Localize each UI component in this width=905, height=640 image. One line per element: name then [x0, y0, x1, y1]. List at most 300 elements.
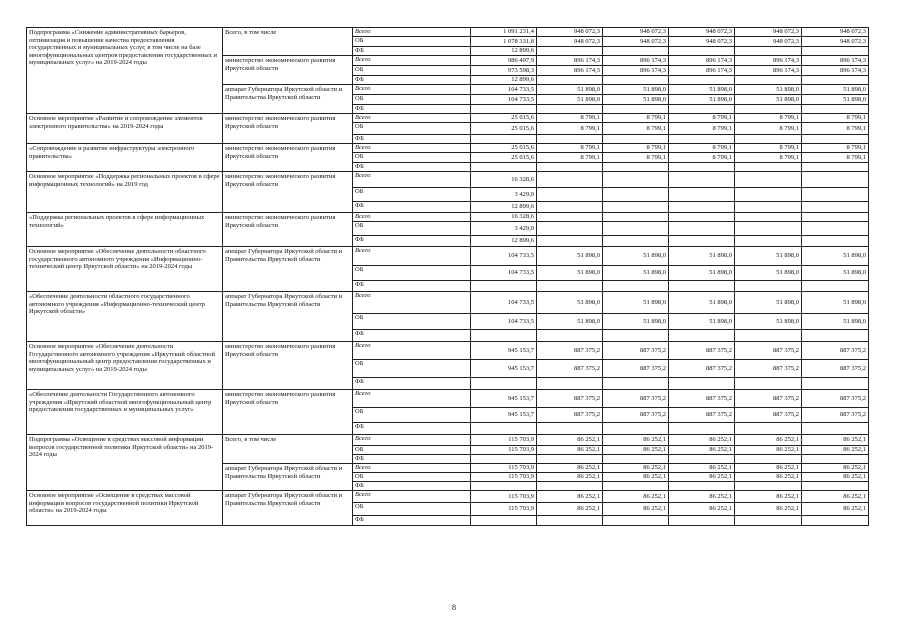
amount-cell — [537, 213, 603, 222]
executor-cell: министерство экономического развития Иркутской области — [223, 390, 353, 435]
amount-cell — [669, 455, 735, 464]
funding-source-cell: ОБ — [353, 66, 471, 76]
amount-cell: 51 898,0 — [537, 292, 603, 314]
amount-cell: 86 252,1 — [802, 473, 869, 482]
amount-cell — [735, 330, 802, 342]
amount-cell: 51 898,0 — [802, 85, 869, 95]
budget-table — [26, 27, 869, 526]
amount-cell: 51 898,0 — [735, 95, 802, 105]
executor-cell: Всего, в том числе — [223, 28, 353, 56]
amount-cell: 8 799,1 — [802, 153, 869, 163]
amount-cell — [735, 105, 802, 114]
amount-cell — [603, 213, 669, 222]
executor-cell: аппарат Губернатора Иркутской области и Правительства Иркутской области — [223, 464, 353, 491]
funding-source-cell: Всего — [353, 114, 471, 123]
amount-cell: 948 072,3 — [735, 37, 802, 47]
amount-cell: 948 072,3 — [802, 37, 869, 47]
amount-cell — [537, 47, 603, 56]
amount-cell — [669, 236, 735, 247]
amount-cell — [603, 482, 669, 491]
executor-cell: министерство экономического развития Иркутской области — [223, 342, 353, 390]
amount-cell — [537, 105, 603, 114]
amount-cell: 896 174,3 — [603, 56, 669, 66]
amount-cell: 86 252,1 — [603, 435, 669, 446]
amount-cell — [802, 330, 869, 342]
funding-source-cell: ОБ — [353, 95, 471, 105]
amount-cell: 948 072,3 — [669, 28, 735, 37]
executor-cell: министерство экономического развития Иркутской области — [223, 144, 353, 172]
program-name-cell: «Обеспечение деятельности Государственного автономного учреждения «Иркутский областной многофункциональный центр предоставления государственных и муниципальных услуг» — [27, 390, 223, 435]
amount-cell: 887 375,2 — [802, 390, 869, 408]
amount-cell: 86 252,1 — [802, 491, 869, 503]
amount-cell: 8 799,1 — [669, 123, 735, 135]
funding-source-cell: ФБ — [353, 516, 471, 526]
amount-cell — [802, 105, 869, 114]
amount-cell — [603, 188, 669, 202]
amount-cell — [537, 135, 603, 144]
funding-source-cell: ОБ — [353, 153, 471, 163]
amount-cell: 887 375,2 — [537, 390, 603, 408]
amount-cell — [669, 76, 735, 85]
amount-cell: 25 015,6 — [471, 123, 537, 135]
amount-cell: 12 899,6 — [471, 236, 537, 247]
amount-cell — [735, 188, 802, 202]
funding-source-cell: Всего — [353, 144, 471, 153]
amount-cell: 115 703,9 — [471, 464, 537, 473]
program-name-cell: Основное мероприятие «Освещение в средствах массовой информации вопросов государственной политики Иркутской области» на 2019-2024 годы — [27, 491, 223, 526]
amount-cell: 887 375,2 — [603, 360, 669, 378]
amount-cell: 1 078 331,8 — [471, 37, 537, 47]
amount-cell — [735, 423, 802, 435]
amount-cell — [669, 222, 735, 236]
amount-cell — [537, 516, 603, 526]
amount-cell: 51 898,0 — [603, 85, 669, 95]
amount-cell: 51 898,0 — [735, 314, 802, 330]
amount-cell: 896 174,3 — [669, 56, 735, 66]
amount-cell: 115 703,9 — [471, 473, 537, 482]
amount-cell — [669, 105, 735, 114]
amount-cell — [669, 202, 735, 213]
table-row — [27, 247, 869, 266]
amount-cell: 3 429,0 — [471, 222, 537, 236]
funding-source-cell: ФБ — [353, 378, 471, 390]
amount-cell: 51 898,0 — [603, 247, 669, 266]
amount-cell — [603, 330, 669, 342]
amount-cell: 887 375,2 — [669, 342, 735, 360]
funding-source-cell: ФБ — [353, 281, 471, 292]
table-row — [27, 213, 869, 222]
amount-cell: 8 799,1 — [603, 114, 669, 123]
amount-cell: 8 799,1 — [735, 144, 802, 153]
funding-source-cell: Всего — [353, 292, 471, 314]
funding-source-cell: Всего — [353, 56, 471, 66]
amount-cell: 887 375,2 — [735, 342, 802, 360]
amount-cell: 86 252,1 — [537, 464, 603, 473]
amount-cell: 51 898,0 — [735, 266, 802, 281]
amount-cell — [537, 482, 603, 491]
amount-cell: 104 733,5 — [471, 266, 537, 281]
amount-cell: 104 733,5 — [471, 292, 537, 314]
amount-cell — [735, 202, 802, 213]
amount-cell: 51 898,0 — [669, 292, 735, 314]
amount-cell: 12 899,6 — [471, 202, 537, 213]
amount-cell — [669, 47, 735, 56]
amount-cell: 8 799,1 — [537, 144, 603, 153]
amount-cell: 86 252,1 — [537, 435, 603, 446]
table-row — [27, 491, 869, 503]
amount-cell: 86 252,1 — [735, 473, 802, 482]
amount-cell: 86 252,1 — [537, 491, 603, 503]
amount-cell — [735, 163, 802, 172]
table-row — [27, 435, 869, 446]
amount-cell: 86 252,1 — [735, 446, 802, 455]
program-name-cell: «Поддержка региональных проектов в сфере информационных технологий» — [27, 213, 223, 247]
amount-cell: 51 898,0 — [802, 95, 869, 105]
amount-cell: 945 153,7 — [471, 360, 537, 378]
funding-source-cell: Всего — [353, 85, 471, 95]
amount-cell — [537, 163, 603, 172]
amount-cell — [735, 76, 802, 85]
amount-cell — [735, 281, 802, 292]
amount-cell: 86 252,1 — [537, 473, 603, 482]
amount-cell: 16 328,6 — [471, 172, 537, 188]
executor-cell: министерство экономического развития Иркутской области — [223, 114, 353, 144]
amount-cell: 86 252,1 — [802, 503, 869, 516]
amount-cell: 51 898,0 — [669, 95, 735, 105]
amount-cell: 887 375,2 — [802, 342, 869, 360]
amount-cell — [669, 482, 735, 491]
amount-cell — [471, 455, 537, 464]
amount-cell — [603, 423, 669, 435]
amount-cell: 104 733,5 — [471, 85, 537, 95]
funding-source-cell: ОБ — [353, 123, 471, 135]
amount-cell — [471, 482, 537, 491]
amount-cell: 86 252,1 — [735, 435, 802, 446]
amount-cell: 1 091 231,4 — [471, 28, 537, 37]
amount-cell — [802, 202, 869, 213]
amount-cell: 8 799,1 — [669, 114, 735, 123]
amount-cell: 8 799,1 — [603, 123, 669, 135]
amount-cell: 115 703,9 — [471, 435, 537, 446]
amount-cell — [471, 516, 537, 526]
program-name-cell: Основное мероприятие «Развитие и сопровождение элементов электронного правительства» на 2019-2024 годы — [27, 114, 223, 144]
amount-cell — [802, 47, 869, 56]
amount-cell: 945 153,7 — [471, 390, 537, 408]
program-name-cell: «Сопровождение и развитие инфраструктуры электронного правительства» — [27, 144, 223, 172]
amount-cell — [603, 163, 669, 172]
amount-cell: 887 375,2 — [802, 360, 869, 378]
executor-cell: аппарат Губернатора Иркутской области и Правительства Иркутской области — [223, 292, 353, 342]
amount-cell — [735, 135, 802, 144]
amount-cell — [537, 202, 603, 213]
amount-cell: 12 899,6 — [471, 76, 537, 85]
amount-cell: 86 252,1 — [669, 491, 735, 503]
amount-cell: 25 015,6 — [471, 114, 537, 123]
amount-cell: 115 703,9 — [471, 503, 537, 516]
amount-cell: 3 429,0 — [471, 188, 537, 202]
amount-cell: 104 733,5 — [471, 247, 537, 266]
funding-source-cell: ФБ — [353, 482, 471, 491]
funding-source-cell: Всего — [353, 28, 471, 37]
program-name-cell: «Обеспечение деятельности областного государственного автономного учреждения «Информационно-технический центр Иркутской области» — [27, 292, 223, 342]
program-name-cell: Основное мероприятие «Обеспечение деятельности областного государственного автономного учреждения «Информационно-технический центр Иркутской области» на 2019-2024 годы — [27, 247, 223, 292]
program-name-cell: Подпрограмма «Снижение административных барьеров, оптимизация и повышение качества предоставления государственных и муниципальных услуг, в том числе на базе многофункциональных центров предоставления государственных и муниципальных услуг» на 2019-2024 годы — [27, 28, 223, 114]
amount-cell: 51 898,0 — [735, 85, 802, 95]
amount-cell — [802, 281, 869, 292]
amount-cell: 86 252,1 — [735, 491, 802, 503]
amount-cell: 896 174,3 — [537, 56, 603, 66]
table-row — [27, 342, 869, 360]
amount-cell: 51 898,0 — [669, 85, 735, 95]
amount-cell: 887 375,2 — [735, 390, 802, 408]
amount-cell — [537, 222, 603, 236]
funding-source-cell: ФБ — [353, 76, 471, 85]
amount-cell: 51 898,0 — [603, 266, 669, 281]
amount-cell — [537, 236, 603, 247]
table-row — [27, 292, 869, 314]
amount-cell — [802, 76, 869, 85]
amount-cell: 8 799,1 — [669, 144, 735, 153]
funding-source-cell: ФБ — [353, 423, 471, 435]
amount-cell: 948 072,3 — [537, 37, 603, 47]
amount-cell — [735, 222, 802, 236]
amount-cell: 887 375,2 — [669, 390, 735, 408]
funding-source-cell: ОБ — [353, 222, 471, 236]
amount-cell — [802, 222, 869, 236]
program-name-cell: Основное мероприятие «Обеспечение деятельности Государственного автономного учреждения «Иркутский областной многофункциональный центр предоставления государственных и муниципальных услуг» на 2019-2024 годы — [27, 342, 223, 390]
amount-cell — [735, 516, 802, 526]
amount-cell — [471, 163, 537, 172]
amount-cell: 896 174,3 — [603, 66, 669, 76]
amount-cell: 948 072,3 — [735, 28, 802, 37]
amount-cell — [802, 423, 869, 435]
amount-cell: 887 375,2 — [735, 408, 802, 423]
amount-cell: 86 252,1 — [802, 464, 869, 473]
amount-cell — [802, 135, 869, 144]
amount-cell — [669, 188, 735, 202]
funding-source-cell: ФБ — [353, 330, 471, 342]
funding-source-cell: ОБ — [353, 408, 471, 423]
amount-cell: 896 174,3 — [735, 66, 802, 76]
amount-cell — [802, 455, 869, 464]
amount-cell: 51 898,0 — [669, 314, 735, 330]
amount-cell: 945 153,7 — [471, 408, 537, 423]
funding-source-cell: ОБ — [353, 360, 471, 378]
amount-cell: 887 375,2 — [537, 408, 603, 423]
amount-cell — [603, 105, 669, 114]
amount-cell — [669, 423, 735, 435]
amount-cell: 104 733,5 — [471, 314, 537, 330]
executor-cell: аппарат Губернатора Иркутской области и Правительства Иркутской области — [223, 491, 353, 526]
amount-cell: 8 799,1 — [537, 123, 603, 135]
funding-source-cell: Всего — [353, 390, 471, 408]
amount-cell: 948 072,3 — [603, 37, 669, 47]
amount-cell: 887 375,2 — [735, 360, 802, 378]
table-row — [27, 390, 869, 408]
amount-cell: 51 898,0 — [603, 314, 669, 330]
amount-cell — [669, 135, 735, 144]
program-name-cell: Основное мероприятие «Поддержка региональных проектов в сфере информационных технологий» на 2019 год — [27, 172, 223, 213]
amount-cell: 8 799,1 — [802, 144, 869, 153]
amount-cell — [603, 47, 669, 56]
amount-cell: 51 898,0 — [537, 85, 603, 95]
amount-cell: 945 153,7 — [471, 342, 537, 360]
program-name-cell: Подпрограмма «Освещение в средствах массовой информации вопросов государственной политики Иркутской области» на 2019-2024 годы — [27, 435, 223, 491]
funding-source-cell: Всего — [353, 491, 471, 503]
amount-cell: 896 174,3 — [802, 56, 869, 66]
amount-cell: 86 252,1 — [603, 503, 669, 516]
executor-cell: аппарат Губернатора Иркутской области и Правительства Иркутской области — [223, 247, 353, 292]
amount-cell — [603, 455, 669, 464]
amount-cell: 25 015,6 — [471, 144, 537, 153]
amount-cell — [537, 378, 603, 390]
amount-cell: 104 733,5 — [471, 95, 537, 105]
funding-source-cell: ФБ — [353, 47, 471, 56]
funding-source-cell: ОБ — [353, 188, 471, 202]
amount-cell: 51 898,0 — [802, 292, 869, 314]
funding-source-cell: ФБ — [353, 455, 471, 464]
amount-cell — [603, 281, 669, 292]
amount-cell: 51 898,0 — [802, 266, 869, 281]
amount-cell: 948 072,3 — [603, 28, 669, 37]
amount-cell — [471, 105, 537, 114]
amount-cell — [669, 516, 735, 526]
amount-cell: 51 898,0 — [537, 314, 603, 330]
amount-cell: 8 799,1 — [537, 153, 603, 163]
amount-cell: 973 598,3 — [471, 66, 537, 76]
amount-cell: 86 252,1 — [537, 446, 603, 455]
amount-cell: 115 703,9 — [471, 446, 537, 455]
amount-cell — [802, 172, 869, 188]
amount-cell — [537, 455, 603, 464]
amount-cell — [669, 172, 735, 188]
amount-cell — [802, 482, 869, 491]
amount-cell: 86 252,1 — [802, 435, 869, 446]
amount-cell — [537, 188, 603, 202]
executor-cell: министерство экономического развития Иркутской области — [223, 56, 353, 85]
amount-cell — [669, 163, 735, 172]
amount-cell: 8 799,1 — [802, 114, 869, 123]
executor-cell: аппарат Губернатора Иркутской области и Правительства Иркутской области — [223, 85, 353, 114]
amount-cell — [603, 378, 669, 390]
amount-cell: 86 252,1 — [669, 446, 735, 455]
amount-cell — [603, 202, 669, 213]
amount-cell: 8 799,1 — [603, 144, 669, 153]
amount-cell: 8 799,1 — [603, 153, 669, 163]
amount-cell: 51 898,0 — [735, 247, 802, 266]
amount-cell — [802, 236, 869, 247]
amount-cell: 8 799,1 — [735, 123, 802, 135]
funding-source-cell: ОБ — [353, 446, 471, 455]
amount-cell: 51 898,0 — [669, 247, 735, 266]
amount-cell: 25 015,6 — [471, 153, 537, 163]
amount-cell — [735, 213, 802, 222]
amount-cell — [537, 281, 603, 292]
amount-cell: 51 898,0 — [669, 266, 735, 281]
table-row — [27, 144, 869, 153]
funding-source-cell: ФБ — [353, 163, 471, 172]
amount-cell: 86 252,1 — [802, 446, 869, 455]
funding-source-cell: ФБ — [353, 135, 471, 144]
amount-cell — [603, 76, 669, 85]
amount-cell: 51 898,0 — [603, 95, 669, 105]
amount-cell — [471, 135, 537, 144]
amount-cell — [537, 330, 603, 342]
amount-cell: 86 252,1 — [603, 464, 669, 473]
funding-source-cell: ФБ — [353, 105, 471, 114]
amount-cell: 86 252,1 — [669, 503, 735, 516]
amount-cell: 986 497,9 — [471, 56, 537, 66]
amount-cell: 86 252,1 — [669, 435, 735, 446]
funding-source-cell: ОБ — [353, 314, 471, 330]
amount-cell — [669, 330, 735, 342]
amount-cell — [802, 213, 869, 222]
amount-cell — [603, 222, 669, 236]
executor-cell: Всего, в том числе — [223, 435, 353, 464]
amount-cell: 12 899,6 — [471, 47, 537, 56]
funding-source-cell: Всего — [353, 172, 471, 188]
amount-cell: 948 072,3 — [669, 37, 735, 47]
amount-cell: 948 072,3 — [537, 28, 603, 37]
funding-source-cell: Всего — [353, 342, 471, 360]
amount-cell — [603, 135, 669, 144]
amount-cell: 51 898,0 — [537, 95, 603, 105]
amount-cell: 51 898,0 — [802, 247, 869, 266]
funding-source-cell: Всего — [353, 213, 471, 222]
amount-cell: 887 375,2 — [603, 342, 669, 360]
amount-cell — [802, 188, 869, 202]
amount-cell — [471, 281, 537, 292]
amount-cell — [669, 213, 735, 222]
amount-cell — [735, 236, 802, 247]
table-row — [27, 172, 869, 188]
amount-cell — [802, 516, 869, 526]
amount-cell: 887 375,2 — [603, 408, 669, 423]
amount-cell: 896 174,3 — [735, 56, 802, 66]
amount-cell — [603, 516, 669, 526]
amount-cell — [603, 172, 669, 188]
amount-cell: 896 174,3 — [669, 66, 735, 76]
funding-source-cell: Всего — [353, 464, 471, 473]
amount-cell: 51 898,0 — [537, 266, 603, 281]
amount-cell: 86 252,1 — [669, 473, 735, 482]
amount-cell: 887 375,2 — [537, 360, 603, 378]
funding-source-cell: ОБ — [353, 37, 471, 47]
amount-cell — [471, 378, 537, 390]
funding-source-cell: ФБ — [353, 236, 471, 247]
executor-cell: министерство экономического развития Иркутской области — [223, 213, 353, 247]
amount-cell: 51 898,0 — [802, 314, 869, 330]
amount-cell — [735, 47, 802, 56]
amount-cell: 887 375,2 — [669, 408, 735, 423]
table-row — [27, 28, 869, 37]
amount-cell: 948 072,3 — [802, 28, 869, 37]
funding-source-cell: ОБ — [353, 266, 471, 281]
page-number: 8 — [452, 603, 456, 612]
funding-source-cell: Всего — [353, 247, 471, 266]
amount-cell: 86 252,1 — [735, 503, 802, 516]
amount-cell — [603, 236, 669, 247]
amount-cell: 887 375,2 — [669, 360, 735, 378]
amount-cell: 8 799,1 — [537, 114, 603, 123]
amount-cell — [537, 172, 603, 188]
amount-cell: 8 799,1 — [802, 123, 869, 135]
amount-cell: 896 174,3 — [537, 66, 603, 76]
amount-cell: 8 799,1 — [669, 153, 735, 163]
amount-cell: 86 252,1 — [603, 491, 669, 503]
amount-cell: 86 252,1 — [537, 503, 603, 516]
table-row — [27, 114, 869, 123]
